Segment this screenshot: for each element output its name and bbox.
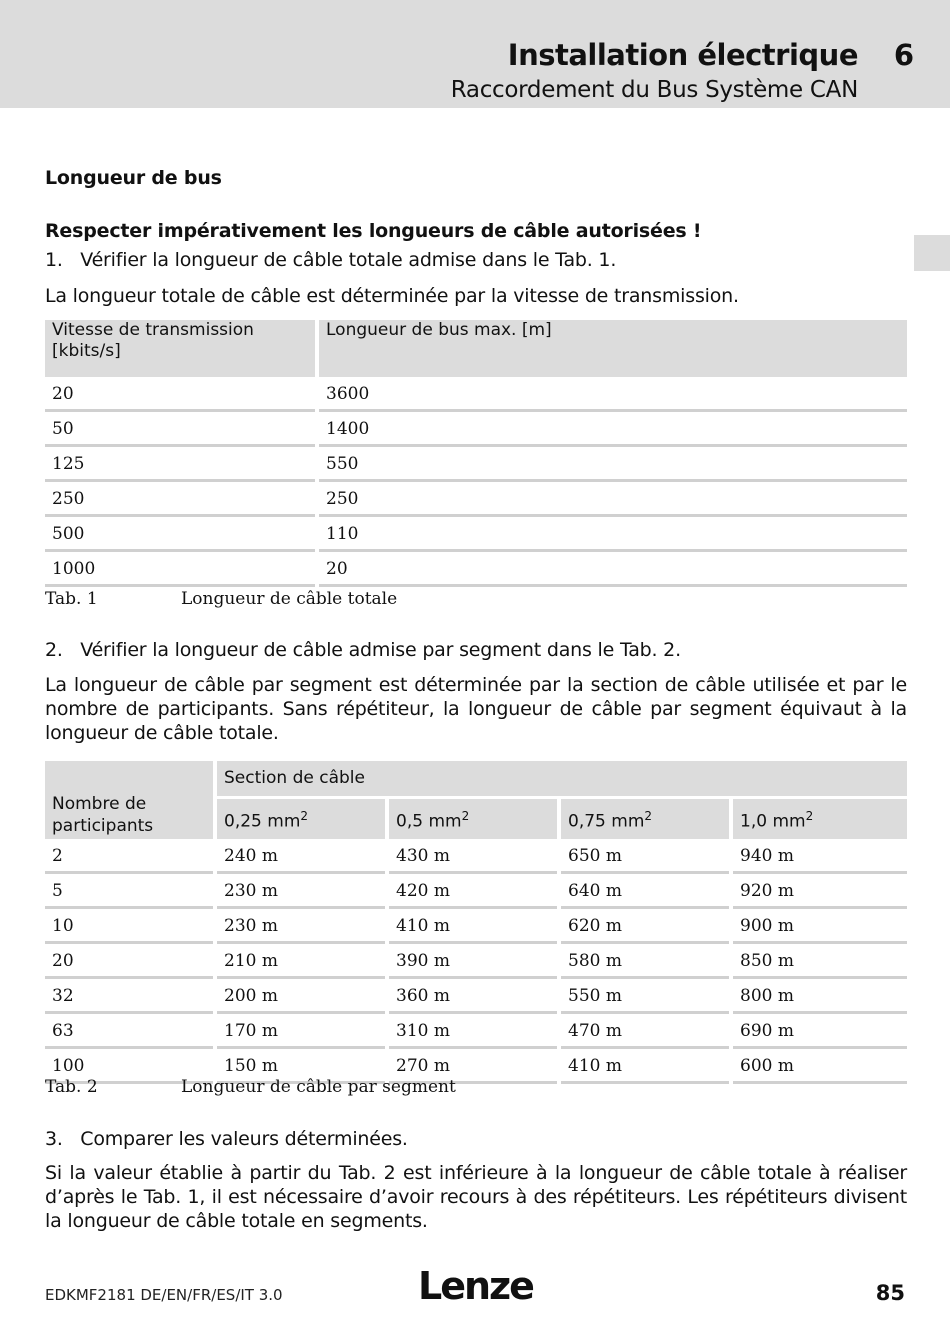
caption-number: Tab. 1: [45, 589, 98, 609]
table-row: [45, 380, 907, 412]
table-cell: 500: [45, 520, 315, 552]
page-number: 85: [875, 1281, 905, 1305]
paragraph-1: La longueur totale de câble est déterminée par la vitesse de transmission.: [45, 285, 739, 307]
document-code: EDKMF2181 DE/EN/FR/ES/IT 3.0: [45, 1286, 283, 1304]
table-cell: 250: [319, 485, 907, 517]
table-cell: 110: [319, 520, 907, 552]
column-group-header-section: Section de câble: [217, 761, 907, 796]
table-cell: 10: [45, 912, 213, 944]
table-cell: 125: [45, 450, 315, 482]
table-cell: 32: [45, 982, 213, 1014]
table-cell: 420 m: [389, 877, 557, 909]
table-cell: 63: [45, 1017, 213, 1049]
table-cell: 620 m: [561, 912, 729, 944]
table-cell: 210 m: [217, 947, 385, 979]
table-cell: 360 m: [389, 982, 557, 1014]
table-cell: 20: [45, 380, 315, 412]
table-segment-length: [41, 758, 911, 1087]
table-cell: 2: [45, 842, 213, 874]
table-cell: 20: [319, 555, 907, 587]
table-cell: 690 m: [733, 1017, 907, 1049]
table-cell: 230 m: [217, 877, 385, 909]
table-cell: 550: [319, 450, 907, 482]
table-cell: 470 m: [561, 1017, 729, 1049]
table-row: [45, 912, 907, 944]
table-cell: 170 m: [217, 1017, 385, 1049]
caption-text: Longueur de câble par segment: [181, 1077, 456, 1097]
table-2-caption: [45, 1077, 456, 1097]
table-cell: 650 m: [561, 842, 729, 874]
chapter-subtitle: Raccordement du Bus Système CAN: [450, 77, 858, 103]
table-cell: 20: [45, 947, 213, 979]
table-row: [45, 877, 907, 909]
table-cell: 800 m: [733, 982, 907, 1014]
column-header-speed: Vitesse de transmission [kbits/s]: [45, 320, 315, 377]
caption-text: Longueur de câble totale: [181, 589, 398, 609]
table-row: [45, 415, 907, 447]
table-row: [45, 450, 907, 482]
table-cell: 580 m: [561, 947, 729, 979]
table-row: [45, 842, 907, 874]
table-row: [45, 555, 907, 587]
table-cell: 550 m: [561, 982, 729, 1014]
table-cell: 270 m: [389, 1052, 557, 1084]
table-row: [45, 485, 907, 517]
table-cell: 250: [45, 485, 315, 517]
table-cell: 390 m: [389, 947, 557, 979]
table-cell: 150 m: [217, 1052, 385, 1084]
table-row: [45, 1017, 907, 1049]
chapter-number: 6: [893, 38, 914, 72]
table-cell: 920 m: [733, 877, 907, 909]
table-cell: 430 m: [389, 842, 557, 874]
page-header: [0, 0, 950, 108]
section-heading: Longueur de bus: [45, 167, 222, 189]
column-header-section: 0,75 $mm^2$: [561, 799, 729, 839]
chapter-side-tab: [914, 235, 950, 271]
table-cell: 5: [45, 877, 213, 909]
paragraph-2: La longueur de câble par segment est déterminée par la section de câble utilisée et par le nombre de participants. Sans répétiteur, la longueur de câble par segment équivaut à la longueur de câble totale.: [45, 674, 907, 744]
column-header-section: 0,25 $mm^2$: [217, 799, 385, 839]
chapter-title: Installation électrique: [507, 38, 858, 72]
column-header-section: 0,5 $mm^2$: [389, 799, 557, 839]
table-row: [45, 520, 907, 552]
table-total-length: [41, 317, 911, 590]
warning-text: Respecter impérativement les longueurs de câble autorisées !: [45, 220, 702, 242]
step-3: 3. Comparer les valeurs déterminées.: [45, 1128, 408, 1150]
caption-number: Tab. 2: [45, 1077, 98, 1097]
table-cell: 900 m: [733, 912, 907, 944]
table-cell: 850 m: [733, 947, 907, 979]
table-cell: 410 m: [389, 912, 557, 944]
table-header-row: [45, 320, 907, 377]
lenze-logo: Lenze: [418, 1264, 533, 1308]
table-row: [45, 982, 907, 1014]
step-1: 1. Vérifier la longueur de câble totale admise dans le Tab. 1.: [45, 249, 617, 271]
table-cell: 1000: [45, 555, 315, 587]
table-header-row: [45, 761, 907, 796]
column-header-length: Longueur de bus max. [m]: [319, 320, 907, 377]
table-cell: 3600: [319, 380, 907, 412]
paragraph-3: Si la valeur établie à partir du Tab. 2 est inférieure à la longueur de câble totale à réaliser d’après le Tab. 1, il est nécessaire d’avoir recours à des répétiteurs. Les répétiteurs divisent la longueur de câble totale en segments.: [45, 1162, 907, 1232]
table-cell: 100: [45, 1052, 213, 1084]
table-cell: 50: [45, 415, 315, 447]
table-cell: 410 m: [561, 1052, 729, 1084]
table-row: [45, 947, 907, 979]
table-1-caption: [45, 589, 397, 609]
table-cell: 230 m: [217, 912, 385, 944]
table-cell: 640 m: [561, 877, 729, 909]
step-2: 2. Vérifier la longueur de câble admise par segment dans le Tab. 2.: [45, 639, 681, 661]
table-cell: 240 m: [217, 842, 385, 874]
column-header-participants: Nombre de participants: [45, 761, 213, 839]
column-header-section: 1,0 $mm^2$: [733, 799, 907, 839]
table-cell: 200 m: [217, 982, 385, 1014]
table-cell: 940 m: [733, 842, 907, 874]
table-cell: 310 m: [389, 1017, 557, 1049]
table-cell: 600 m: [733, 1052, 907, 1084]
table-cell: 1400: [319, 415, 907, 447]
